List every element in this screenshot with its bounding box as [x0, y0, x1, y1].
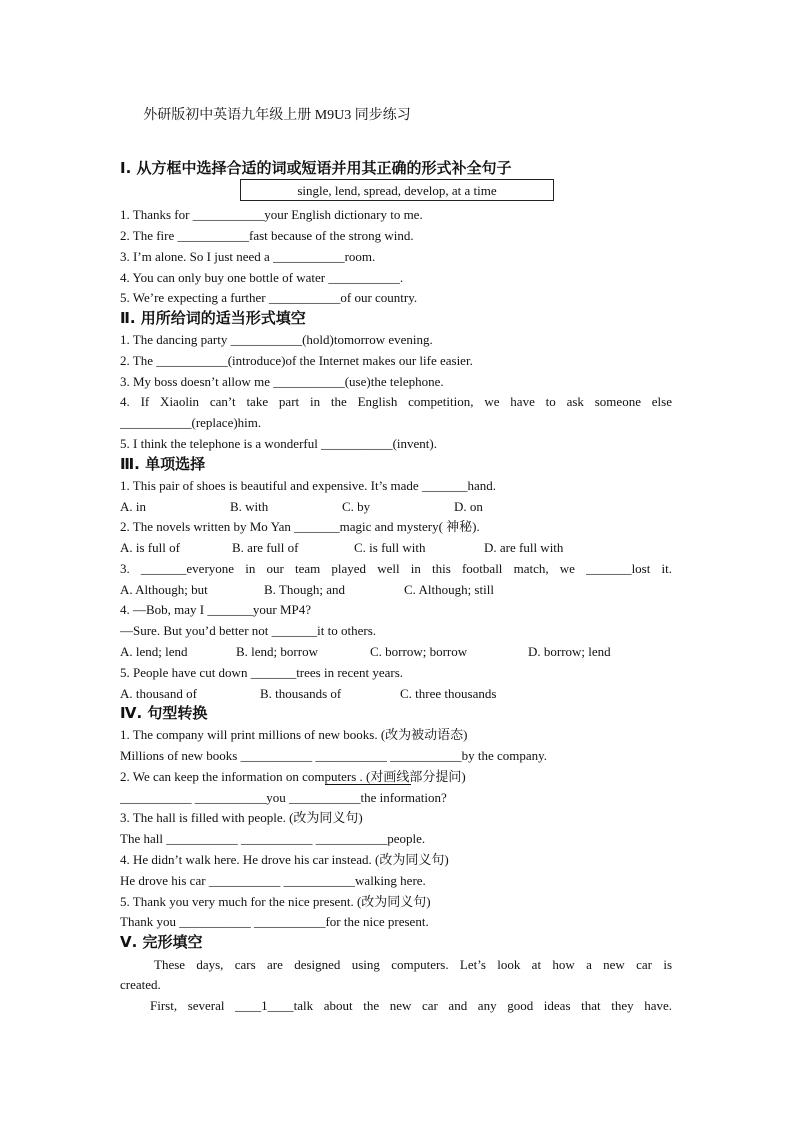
s3-q3-options [120, 580, 494, 600]
underline-on-computers [325, 784, 411, 785]
s4-line-3: 2. We can keep the information on computers . (对画线部分提问) [120, 769, 466, 784]
s4-line-9: 5. Thank you very much for the nice present. (改为同义句) [120, 894, 431, 909]
s2-question-2: 2. The ___________(introduce)of the Internet makes our life easier. [120, 353, 473, 368]
option-a: A. lend; lend [120, 644, 188, 659]
document-title: 外研版初中英语九年级上册 M9U3 同步练习 [143, 108, 411, 123]
s1-question-2: 2. The fire ___________fast because of the strong wind. [120, 228, 414, 243]
option-a: A. Although; but [120, 582, 208, 597]
s3-question-1: 1. This pair of shoes is beautiful and expensive. It’s made _______hand. [120, 478, 496, 493]
s1-question-1: 1. Thanks for ___________your English dictionary to me. [120, 207, 423, 222]
section-5-heading: Ⅴ. 完形填空 [120, 933, 203, 951]
s4-line-5: 3. The hall is filled with people. (改为同义句) [120, 810, 363, 825]
s3-q1-options [120, 497, 483, 517]
section-3-heading: Ⅲ. 单项选择 [120, 455, 206, 473]
s4-line-7: 4. He didn’t walk here. He drove his car instead. (改为同义句) [120, 852, 449, 867]
word-bank-box: single, lend, spread, develop, at a time [240, 179, 554, 201]
s2-question-4: 4. If Xiaolin can’t take part in the English competition, we have to ask someone else [120, 394, 672, 409]
s1-question-3: 3. I’m alone. So I just need a ___________room. [120, 249, 376, 264]
s5-paragraph-2: First, several ____1____talk about the new car and any good ideas that they have. [150, 998, 672, 1013]
option-c: C. is full with [354, 540, 426, 555]
s2-question-3: 3. My boss doesn’t allow me ___________(use)the telephone. [120, 374, 444, 389]
s1-question-4: 4. You can only buy one bottle of water ___________. [120, 270, 404, 285]
option-b: B. are full of [232, 540, 299, 555]
option-a: A. is full of [120, 540, 180, 555]
s4-line-1: 1. The company will print millions of new books. (改为被动语态) [120, 727, 468, 742]
s2-question-5: 5. I think the telephone is a wonderful ___________(invent). [120, 436, 437, 451]
option-b: B. lend; borrow [236, 644, 318, 659]
s5-paragraph-1: These days, cars are designed using computers. Let’s look at how a new car is [154, 957, 672, 972]
s1-question-5: 5. We’re expecting a further ___________of our country. [120, 290, 418, 305]
option-c: C. Although; still [404, 582, 494, 597]
s3-question-3: 3. _______everyone in our team played well in this football match, we _______lost it. [120, 561, 672, 576]
s3-question-2: 2. The novels written by Mo Yan _______magic and mystery( 神秘). [120, 519, 480, 534]
s3-question-4-response: —Sure. But you’d better not _______it to others. [120, 623, 377, 638]
s3-q5-options [120, 684, 496, 704]
option-c: C. borrow; borrow [370, 644, 468, 659]
s4-line-10: Thank you ___________ ___________for the nice present. [120, 914, 429, 929]
s4-line-4: ___________ ___________you ___________the information? [120, 790, 447, 805]
s3-q2-options [120, 538, 563, 558]
option-d: D. are full with [484, 540, 564, 555]
option-a: A. in [120, 499, 146, 514]
option-c: C. three thousands [400, 686, 497, 701]
s2-question-1: 1. The dancing party ___________(hold)tomorrow evening. [120, 332, 433, 347]
option-d: D. borrow; lend [528, 644, 611, 659]
section-4-heading: Ⅳ. 句型转换 [120, 704, 208, 722]
s4-line-8: He drove his car ___________ ___________walking here. [120, 873, 426, 888]
option-b: B. Though; and [264, 582, 346, 597]
s5-paragraph-1-end: created. [120, 977, 161, 992]
option-d: D. on [454, 499, 483, 514]
section-1-heading: Ⅰ. 从方框中选择合适的词或短语并用其正确的形式补全句子 [120, 159, 512, 177]
option-c: C. by [342, 499, 371, 514]
s4-line-6: The hall ___________ ___________ ___________people. [120, 831, 426, 846]
s3-question-4: 4. —Bob, may I _______your MP4? [120, 602, 312, 617]
s3-q4-options [120, 642, 611, 662]
s4-line-2: Millions of new books ___________ ___________ ___________by the company. [120, 748, 548, 763]
option-b: B. thousands of [260, 686, 342, 701]
option-a: A. thousand of [120, 686, 197, 701]
option-b: B. with [230, 499, 269, 514]
section-2-heading: Ⅱ. 用所给词的适当形式填空 [120, 309, 306, 327]
s3-question-5: 5. People have cut down _______trees in recent years. [120, 665, 404, 680]
s2-question-4-cont: ___________(replace)him. [120, 415, 262, 430]
